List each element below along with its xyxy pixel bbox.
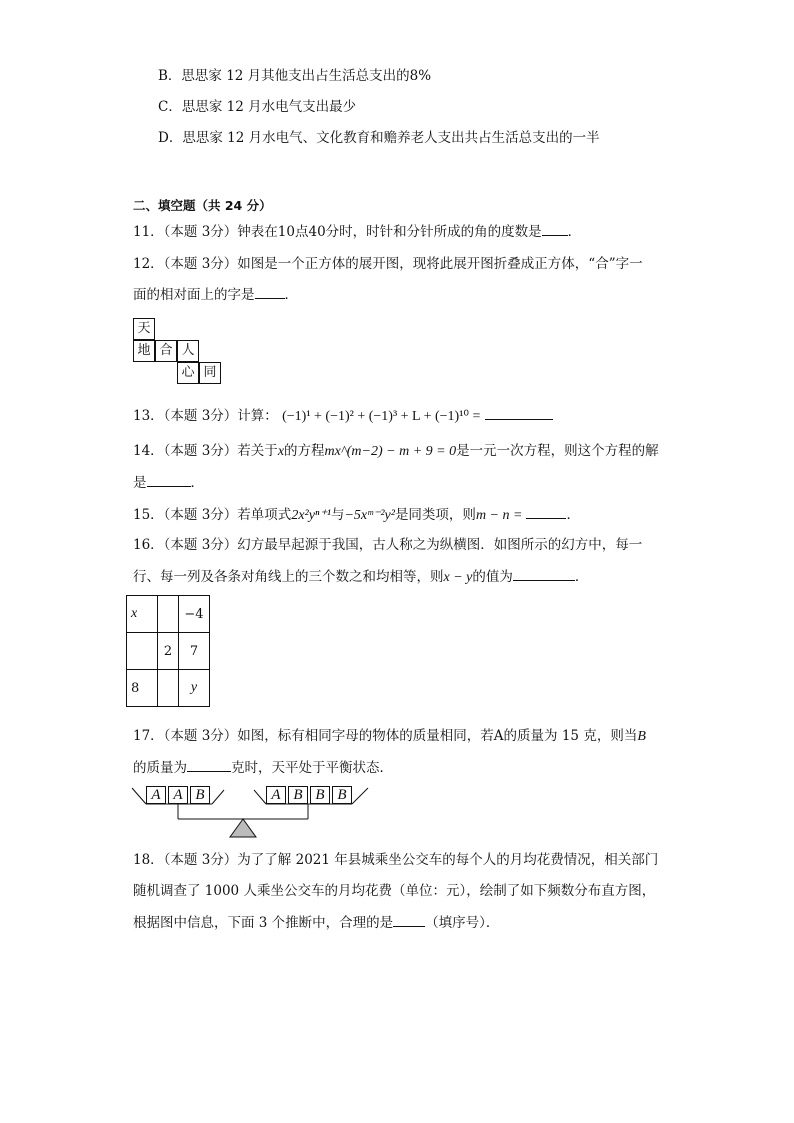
q15-prefix: 15．（本题 3分）若单项式	[133, 507, 292, 523]
q18-line3-text: 根据图中信息，下面 3 个推断中，合理的是	[133, 915, 394, 931]
q17-line2-tail: 克时，天平处于平衡状态．	[231, 760, 393, 776]
q14-var: x	[277, 444, 285, 459]
net-cell-1: 天	[133, 318, 155, 340]
magic-cell-r1c3: −4	[179, 596, 210, 633]
q16-line2-tail: 的值为	[472, 569, 513, 585]
question-13	[133, 405, 553, 427]
q13-expression: (−1)¹ + (−1)² + (−1)³ + L + (−1)¹⁰ =	[282, 409, 481, 424]
q17-line2-text: 的质量为	[133, 760, 187, 776]
q12-answer-blank[interactable]	[255, 284, 285, 299]
magic-cell-r2c1	[127, 633, 158, 670]
q16-expression: x − y	[443, 570, 473, 585]
q17-line1-text: 17．（本题 3分）如图，标有相同字母的物体的质量相同，若A的质量为 15 克，则当	[133, 728, 638, 744]
q11-text: 11．（本题 3分）钟表在10点40分时，时针和分针所成的角的度数是	[133, 224, 542, 240]
option-d: D．思思家 12 月水电气、文化教育和赡养老人支出共占生活总支出的一半	[158, 130, 600, 146]
q18-answer-blank[interactable]	[393, 912, 425, 927]
q14-prefix: 14．（本题 3分）若关于	[133, 443, 278, 459]
q12-end: ．	[284, 287, 298, 303]
q17-var: B	[637, 729, 646, 744]
magic-square	[126, 595, 210, 707]
option-b: B．思思家 12 月其他支出占生活总支出的8%	[158, 68, 432, 84]
magic-cell-r1c2	[158, 596, 179, 633]
q17-line2	[133, 757, 393, 778]
q15-answer-blank[interactable]	[526, 504, 566, 519]
q15-suffix: 是同类项，则	[394, 507, 476, 523]
q14-mid: 的方程	[284, 443, 325, 459]
q14-suffix: 是一元一次方程，则这个方程的解	[456, 443, 659, 459]
q12-line1: 12．（本题 3分）如图是一个正方体的展开图，现将此展开图折叠成正方体，“合”字一	[133, 256, 643, 272]
q14-answer-blank[interactable]	[147, 472, 191, 487]
net-cell-6: 同	[199, 362, 221, 384]
q15-mid: 与	[330, 507, 345, 523]
q18-line3	[133, 912, 499, 933]
net-cell-4: 人	[177, 340, 199, 362]
q15-monomial-1: 2x²yⁿ⁺¹	[291, 508, 331, 523]
q14-equation: mx^(m−2) − m + 9 = 0	[324, 444, 457, 459]
magic-cell-r1c1: x	[127, 596, 158, 633]
question-11	[133, 221, 581, 242]
q11-end: ．	[567, 224, 582, 240]
weight-left-2: A	[168, 786, 188, 804]
q16-answer-blank[interactable]	[513, 566, 575, 581]
weight-right-2: B	[288, 786, 308, 804]
q15-end: ．	[566, 507, 580, 523]
q14-line2	[133, 472, 204, 493]
q16-end: ．	[574, 569, 589, 585]
net-cell-3: 合	[155, 340, 177, 362]
q18-end: （填序号）．	[425, 915, 500, 931]
question-15	[133, 504, 580, 526]
magic-cell-r2c3: 7	[179, 633, 210, 670]
weight-right-4: B	[332, 786, 352, 804]
q15-monomial-2: −5xᵐ⁻²y²	[344, 508, 395, 523]
q17-line1	[133, 726, 646, 747]
magic-cell-r3c1: 8	[127, 670, 158, 707]
q15-expression: m − n =	[475, 508, 523, 523]
q14-end: ．	[190, 475, 204, 491]
q18-line1: 18．（本题 3分）为了了解 2021 年县城乘坐公交车的每个人的月均花费情况，相关部门	[133, 852, 659, 868]
option-c: C．思思家 12 月水电气支出最少	[158, 99, 357, 115]
weight-left-3: B	[190, 786, 210, 804]
weight-right-3: B	[310, 786, 330, 804]
magic-cell-r3c3: y	[179, 670, 210, 707]
q18-line2: 随机调查了 1000 人乘坐公交车的月均花费（单位：元），绘制了如下频数分布直方图，	[133, 883, 656, 899]
q17-answer-blank[interactable]	[187, 757, 231, 772]
magic-cell-r2c2: 2	[158, 633, 179, 670]
q16-line2	[133, 566, 588, 588]
q13-answer-blank[interactable]	[485, 405, 553, 420]
net-cell-2: 地	[133, 340, 155, 362]
q16-line2-text: 行、每一列及各条对角线上的三个数之和均相等，则	[133, 569, 444, 585]
net-cell-5: 心	[177, 362, 199, 384]
q12-line2	[133, 284, 298, 305]
q14-line1	[133, 441, 659, 462]
weight-right-1: A	[266, 786, 286, 804]
section-title: 二、填空题（共 24 分）	[133, 198, 272, 213]
q11-answer-blank[interactable]	[542, 221, 568, 236]
q14-line2-text: 是	[133, 475, 147, 491]
magic-cell-r3c2	[158, 670, 179, 707]
q12-line2-text: 面的相对面上的字是	[133, 287, 255, 303]
q13-prefix: 13．（本题 3分）计算：	[133, 408, 278, 424]
weight-left-1: A	[146, 786, 166, 804]
q16-line1: 16．（本题 3分）幻方最早起源于我国，古人称之为纵横图．如图所示的幻方中，每一	[133, 537, 643, 553]
